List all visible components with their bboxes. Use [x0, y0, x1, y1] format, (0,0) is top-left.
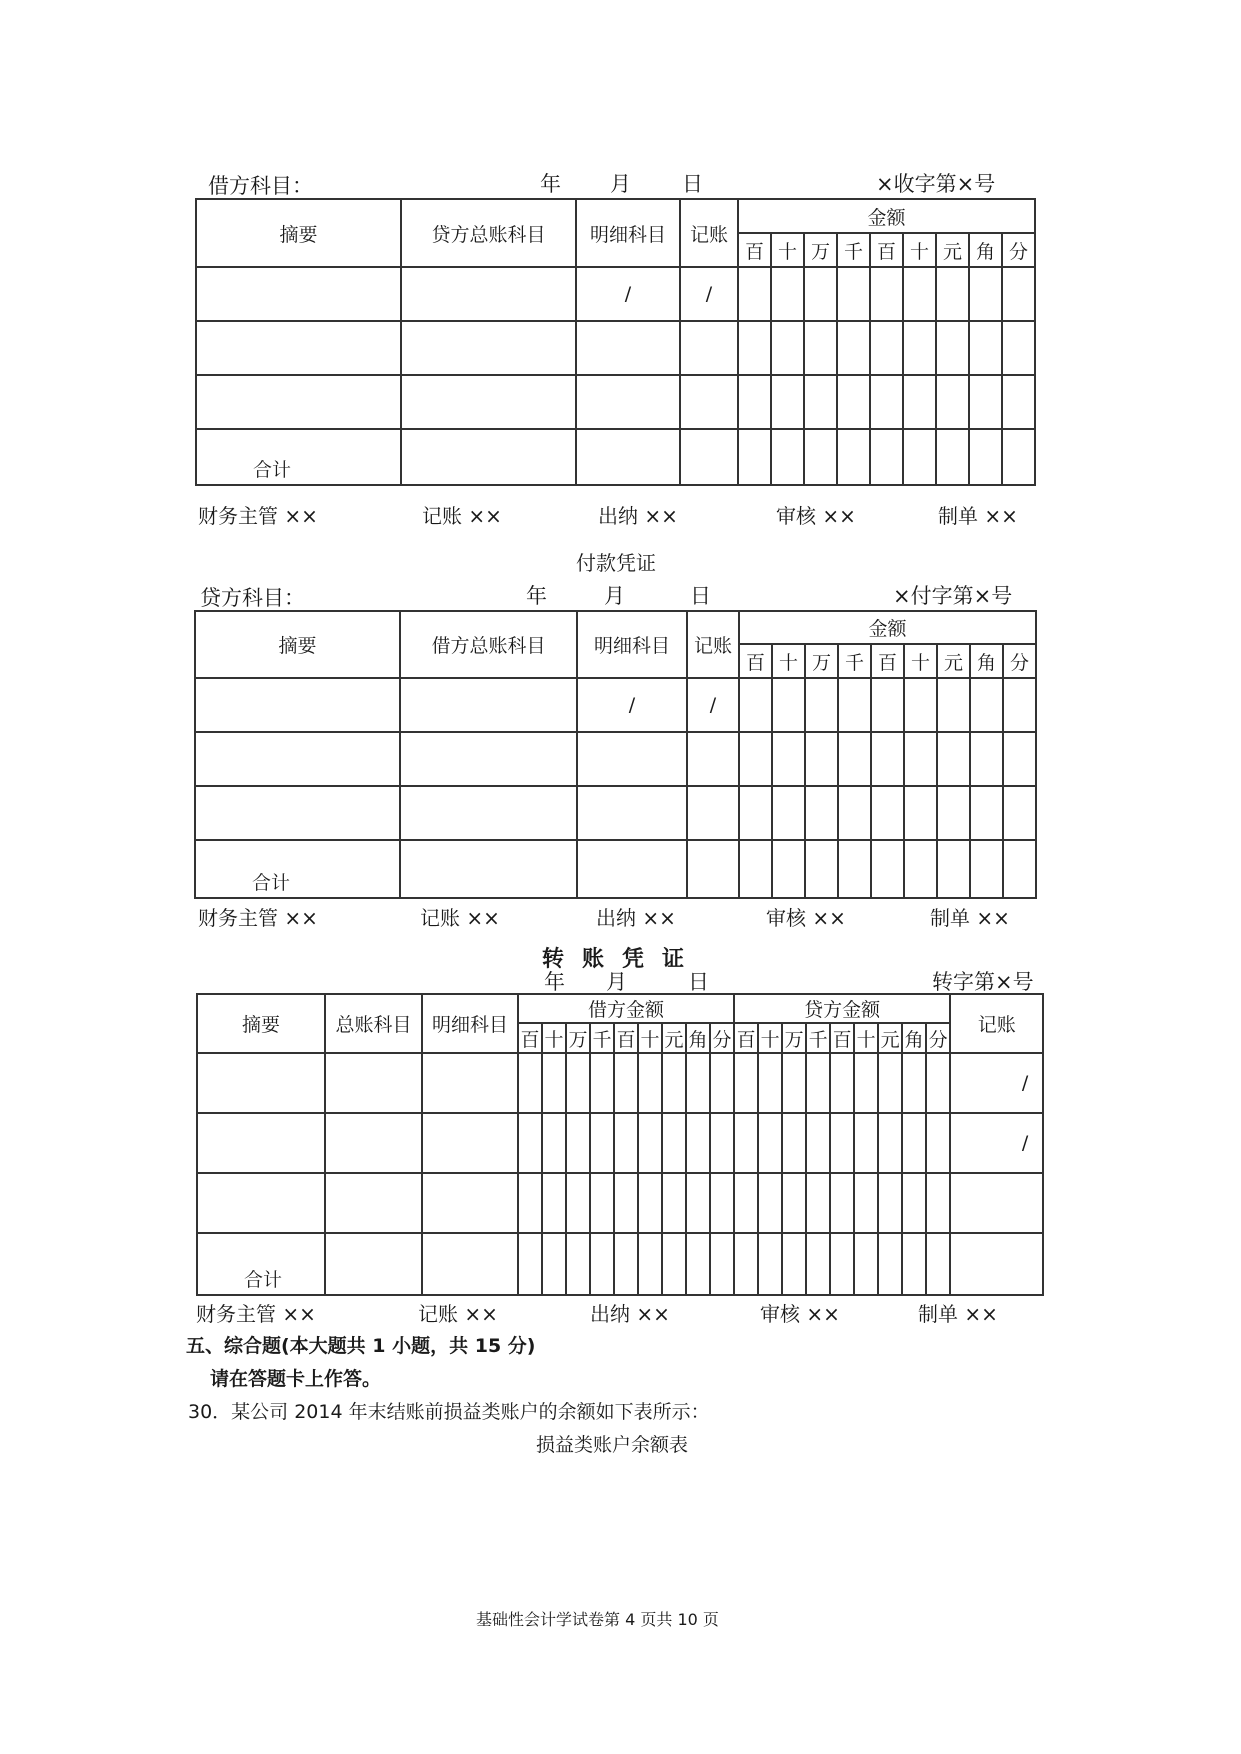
question-text: 30．某公司 2014 年末结账前损益类账户的余额如下表所示： [188, 1401, 710, 1423]
credit-digit: 十 [758, 1023, 782, 1053]
sig-bookkeeper: 记账 ×× [420, 906, 500, 930]
total-label: 合计 [195, 840, 400, 898]
credit-digit: 万 [782, 1023, 806, 1053]
digit-ten-thousand: 万 [804, 233, 837, 267]
digit-thousand: 千 [838, 644, 871, 678]
credit-amount-header: 贷方金额 [734, 994, 950, 1023]
section-heading: 五、综合题(本大题共 1 小题，共 15 分) [186, 1335, 536, 1357]
slash-mark: / [680, 267, 738, 321]
credit-digit: 十 [854, 1023, 878, 1053]
sig-finance-manager: 财务主管 ×× [198, 504, 318, 528]
sig-cashier: 出纳 ×× [596, 906, 676, 930]
voucher3-month: 月 [606, 970, 627, 994]
slash-mark: / [577, 678, 687, 732]
voucher2-day: 日 [690, 584, 711, 608]
sig-cashier: 出纳 ×× [598, 504, 678, 528]
digit-hundred-thousand: 百 [738, 233, 771, 267]
sig-finance-manager: 财务主管 ×× [198, 906, 318, 930]
slash-mark: / [687, 678, 739, 732]
table-row [196, 267, 1035, 321]
table-title: 损益类账户余额表 [536, 1434, 689, 1456]
sig-finance-manager: 财务主管 ×× [196, 1302, 316, 1326]
table-row [195, 840, 1036, 898]
table-row [195, 678, 1036, 732]
voucher3-title: 转账凭证 [542, 947, 703, 972]
voucher2-title: 付款凭证 [576, 551, 656, 575]
voucher1-day: 日 [682, 172, 703, 196]
debit-digit: 分 [710, 1023, 734, 1053]
credit-digit: 百 [830, 1023, 854, 1053]
digit-ten-thousand: 万 [805, 644, 838, 678]
credit-digit: 元 [878, 1023, 902, 1053]
slash-mark: / [950, 1113, 1043, 1173]
voucher1-year: 年 [540, 172, 561, 196]
voucher1-table [195, 198, 1036, 486]
voucher2-year: 年 [526, 584, 547, 608]
col-credit-account: 贷方总账科目 [401, 199, 576, 267]
col-posted: 记账 [950, 994, 1043, 1053]
amount-header: 金额 [738, 199, 1035, 233]
credit-digit: 百 [734, 1023, 758, 1053]
debit-digit: 十 [542, 1023, 566, 1053]
debit-digit: 百 [518, 1023, 542, 1053]
digit-fen: 分 [1002, 233, 1035, 267]
voucher2-month: 月 [604, 584, 625, 608]
voucher1-month: 月 [610, 172, 631, 196]
sig-reviewer: 审核 ×× [766, 906, 846, 930]
debit-digit: 万 [566, 1023, 590, 1053]
col-detail-account: 明细科目 [422, 994, 518, 1053]
voucher3-number: 转字第×号 [932, 970, 1034, 994]
table-row [197, 1053, 1043, 1113]
digit-ten-thousand-ten: 十 [772, 644, 805, 678]
col-general-account: 总账科目 [325, 994, 422, 1053]
digit-yuan: 元 [936, 233, 969, 267]
digit-thousand: 千 [837, 233, 870, 267]
sig-cashier: 出纳 ×× [590, 1302, 670, 1326]
sig-reviewer: 审核 ×× [776, 504, 856, 528]
debit-digit: 百 [614, 1023, 638, 1053]
sig-reviewer: 审核 ×× [760, 1302, 840, 1326]
col-summary: 摘要 [197, 994, 325, 1053]
table-row [197, 1173, 1043, 1233]
digit-jiao: 角 [970, 644, 1003, 678]
col-detail-account: 明细科目 [576, 199, 680, 267]
sig-preparer: 制单 ×× [918, 1302, 998, 1326]
col-posted: 记账 [687, 611, 739, 678]
section-instruction: 请在答题卡上作答。 [210, 1368, 382, 1390]
credit-digit: 角 [902, 1023, 926, 1053]
digit-hundred: 百 [871, 644, 904, 678]
digit-yuan: 元 [937, 644, 970, 678]
digit-jiao: 角 [969, 233, 1002, 267]
slash-mark: / [950, 1053, 1043, 1113]
voucher3-table [196, 993, 1044, 1296]
col-detail-account: 明细科目 [577, 611, 687, 678]
table-row [196, 375, 1035, 429]
total-label: 合计 [197, 1233, 325, 1295]
col-posted: 记账 [680, 199, 738, 267]
voucher2-number: ×付字第×号 [893, 584, 1013, 608]
sig-bookkeeper: 记账 ×× [418, 1302, 498, 1326]
table-row [197, 1113, 1043, 1173]
sig-preparer: 制单 ×× [930, 906, 1010, 930]
page-footer: 基础性会计学试卷第 4 页共 10 页 [476, 1610, 719, 1629]
table-row [195, 732, 1036, 786]
table-row [195, 786, 1036, 840]
amount-header: 金额 [739, 611, 1036, 644]
table-row [196, 321, 1035, 375]
digit-fen: 分 [1003, 644, 1036, 678]
debit-digit: 角 [686, 1023, 710, 1053]
sig-preparer: 制单 ×× [938, 504, 1018, 528]
voucher2-account-label: 贷方科目： [200, 586, 305, 610]
debit-amount-header: 借方金额 [518, 994, 734, 1023]
credit-digit: 分 [926, 1023, 950, 1053]
table-row [196, 429, 1035, 485]
debit-digit: 千 [590, 1023, 614, 1053]
debit-digit: 十 [638, 1023, 662, 1053]
col-summary: 摘要 [196, 199, 401, 267]
voucher1-account-label: 借方科目： [208, 174, 313, 198]
col-debit-account: 借方总账科目 [400, 611, 577, 678]
voucher3-day: 日 [688, 970, 709, 994]
voucher1-number: ×收字第×号 [876, 172, 996, 196]
debit-digit: 元 [662, 1023, 686, 1053]
digit-ten: 十 [903, 233, 936, 267]
total-label: 合计 [196, 429, 401, 485]
slash-mark: / [576, 267, 680, 321]
col-summary: 摘要 [195, 611, 400, 678]
credit-digit: 千 [806, 1023, 830, 1053]
sig-bookkeeper: 记账 ×× [422, 504, 502, 528]
table-row [197, 1233, 1043, 1295]
digit-hundred: 百 [870, 233, 903, 267]
voucher3-year: 年 [544, 970, 565, 994]
digit-ten-thousand-ten: 十 [771, 233, 804, 267]
digit-hundred-thousand: 百 [739, 644, 772, 678]
digit-ten: 十 [904, 644, 937, 678]
voucher2-table [194, 610, 1037, 899]
